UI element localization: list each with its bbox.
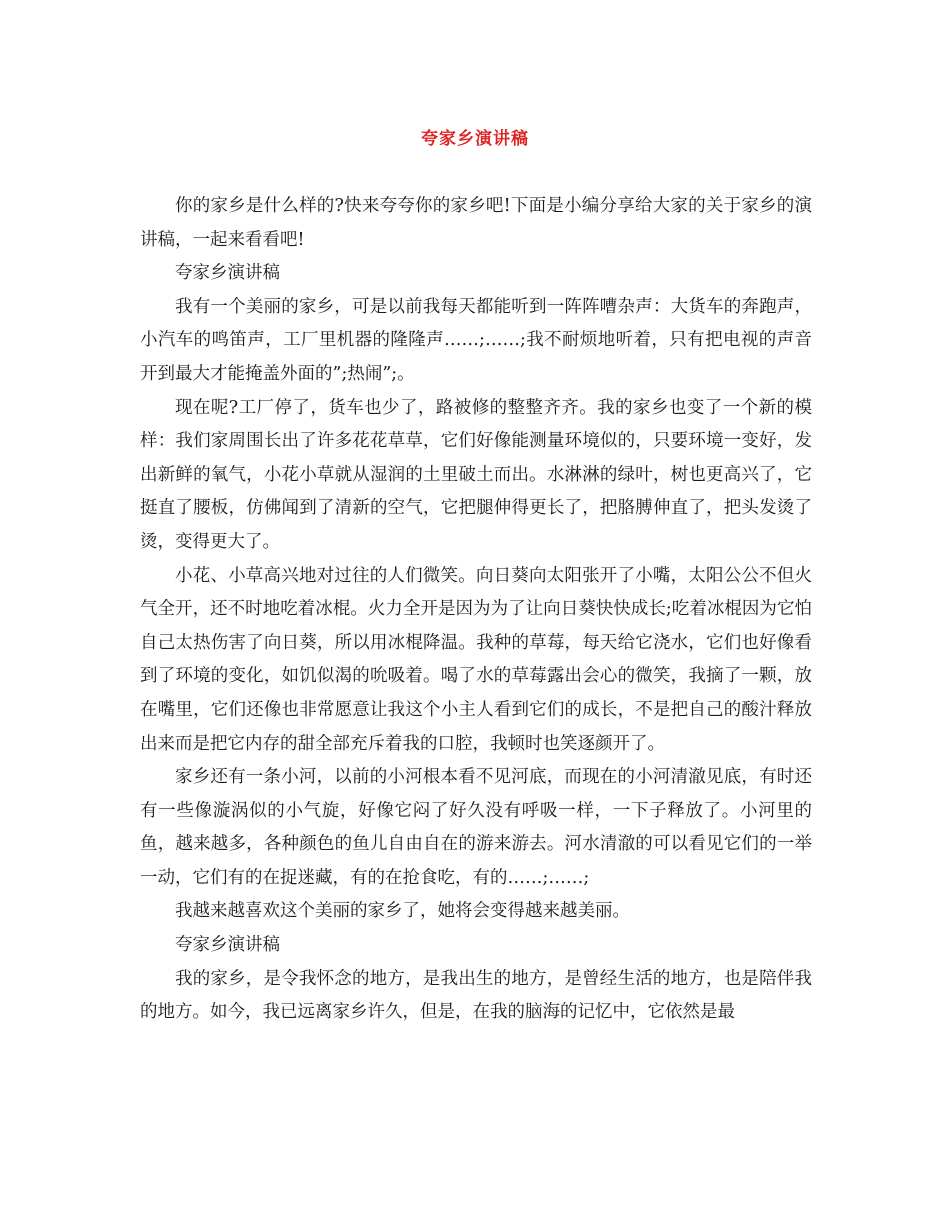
paragraph: 我的家乡，是令我怀念的地方，是我出生的地方，是曾经生活的地方，也是陪伴我的地方。如今，我已远离家乡许久，但是，在我的脑海的记忆中，它依然是最: [140, 968, 812, 1023]
paragraph: 小花、小草高兴地对过往的人们微笑。向日葵向太阳张开了小嘴，太阳公公不但火气全开，还不时地吃着冰棍。火力全开是因为为了让向日葵快快成长;吃着冰棍因为它怕自己太热伤害了向日葵，所以用冰棍降温。我种的草莓，每天给它浇水，它们也好像看到了环境的变化，如饥似渴的吮吸着。喝了水的草莓露出会心的微笑，我摘了一颗，放在嘴里，它们还像也非常愿意让我这个小主人看到它们的成长，不是把自己的酸汁释放出来而是把它内存的甜全部充斥着我的口腔，我顿时也笑逐颜开了。: [140, 565, 812, 754]
paragraph: 现在呢?工厂停了，货车也少了，路被修的整整齐齐。我的家乡也变了一个新的模样：我们家周围长出了许多花花草草，它们好像能测量环境似的，只要环境一变好，发出新鲜的氧气，小花小草就从湿润的土里破土而出。水淋淋的绿叶，树也更高兴了，它挺直了腰板，仿佛闻到了清新的空气，它把腿伸得更长了，把胳膊伸直了，把头发烫了烫，变得更大了。: [140, 397, 812, 552]
document-body: [140, 190, 812, 1030]
paragraph: 我越来越喜欢这个美丽的家乡了，她将会变得越来越美丽。: [175, 901, 630, 922]
section-heading: 夸家乡演讲稿: [175, 935, 280, 956]
paragraph-intro: 你的家乡是什么样的?快来夸夸你的家乡吧!下面是小编分享给大家的关于家乡的演讲稿，一起来看看吧!: [140, 196, 812, 250]
document-title: 夸家乡演讲稿: [421, 129, 529, 149]
paragraph: 我有一个美丽的家乡，可是以前我每天都能听到一阵阵嘈杂声：大货车的奔跑声，小汽车的鸣笛声，工厂里机器的隆隆声……;……;我不耐烦地听着，只有把电视的声音开到最大才能掩盖外面的”;热闹”;。: [140, 296, 812, 384]
paragraph: 家乡还有一条小河，以前的小河根本看不见河底，而现在的小河清澈见底，有时还有一些像漩涡似的小气旋，好像它闷了好久没有呼吸一样，一下子释放了。小河里的鱼，越来越多，各种颜色的鱼儿自由自在的游来游去。河水清澈的可以看见它们的一举一动，它们有的在捉迷藏，有的在抢食吃，有的……;……;: [140, 767, 812, 888]
section-heading: 夸家乡演讲稿: [175, 263, 280, 284]
